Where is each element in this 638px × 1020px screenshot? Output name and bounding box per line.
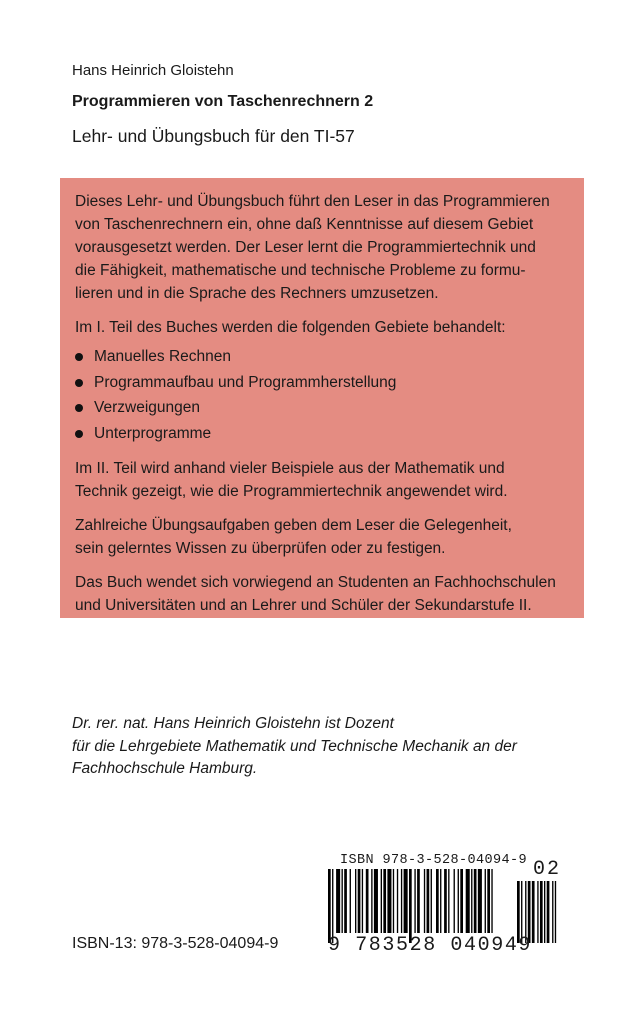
- author-bio: [72, 713, 592, 781]
- bio-line: Dr. rer. nat. Hans Heinrich Gloistehn ist Dozent: [72, 715, 394, 732]
- topic-list-item: [75, 395, 575, 421]
- topic-list-item: [75, 370, 575, 396]
- barcode-bar: [485, 869, 486, 933]
- barcode-bar: [474, 869, 477, 933]
- blurb-line: die Fähigkeit, mathematische und technische Probleme zu formu-: [75, 262, 526, 279]
- topic-label: Programmaufbau und Programmherstellung: [94, 373, 397, 391]
- topic-label: Unterprogramme: [94, 424, 212, 442]
- blurb-line: Das Buch wendet sich vorwiegend an Studenten an Fachhochschulen: [75, 574, 556, 591]
- blurb-line: Technik gezeigt, wie die Programmiertechnik angewendet wird.: [75, 483, 508, 500]
- book-title: Programmieren von Taschenrechnern 2: [72, 93, 374, 110]
- blurb-panel: [60, 178, 584, 618]
- barcode-bar: [387, 869, 391, 933]
- barcode-bar: [409, 869, 412, 943]
- blurb-line: und Universitäten und an Lehrer und Schüler der Sekundarstufe II.: [75, 597, 532, 614]
- blurb-line: von Taschenrechnern ein, ohne daß Kenntnisse auf diesem Gebiet: [75, 216, 534, 233]
- topic-list-item: [75, 421, 575, 447]
- barcode-bar: [350, 869, 351, 933]
- barcode-bar: [458, 869, 459, 933]
- blurb-paragraph-5: [75, 571, 575, 617]
- barcode-digits: 9 783528 040949: [328, 934, 533, 957]
- barcode-bar: [417, 869, 420, 933]
- barcode-bar: [440, 869, 441, 933]
- barcode-addon-bar: [540, 881, 543, 943]
- barcode-bar: [383, 869, 386, 933]
- barcode-bar: [366, 869, 369, 933]
- blurb-line: lieren und in die Sprache des Rechners umzusetzen.: [75, 285, 439, 302]
- bullet-icon: [75, 430, 83, 438]
- barcode-addon-text: 02: [533, 858, 562, 881]
- blurb-paragraph-1: [75, 190, 575, 305]
- blurb-paragraph-3: [75, 457, 575, 503]
- blurb-text: [75, 190, 575, 617]
- barcode-bar: [401, 869, 402, 933]
- barcode-bar: [358, 869, 361, 933]
- book-subtitle: Lehr- und Übungsbuch für den TI-57: [72, 126, 355, 146]
- bullet-icon: [75, 353, 83, 361]
- barcode-bar: [342, 869, 343, 933]
- barcode-bar: [381, 869, 382, 933]
- author-name: Hans Heinrich Gloistehn: [72, 62, 234, 79]
- barcode-bar: [362, 869, 363, 933]
- barcode-bar: [454, 869, 455, 933]
- barcode-bar: [460, 869, 463, 933]
- bullet-icon: [75, 404, 83, 412]
- barcode-bar: [427, 869, 430, 933]
- barcode-bar: [355, 869, 356, 933]
- barcode-bar: [471, 869, 472, 933]
- barcode-addon-bar: [532, 881, 535, 943]
- barcode-bar: [328, 869, 331, 943]
- barcode-addon-bar: [537, 881, 538, 943]
- barcode-isbn-text: ISBN 978-3-528-04094-9: [340, 853, 528, 868]
- barcode-bar: [414, 869, 415, 933]
- blurb-paragraph-2: Im I. Teil des Buches werden die folgenden Gebiete behandelt:: [75, 319, 506, 336]
- barcode-bar: [478, 869, 482, 933]
- barcode-image: [325, 869, 570, 944]
- barcode-bar: [332, 869, 333, 943]
- bullet-icon: [75, 379, 83, 387]
- blurb-line: Dieses Lehr- und Übungsbuch führt den Leser in das Programmieren: [75, 193, 550, 210]
- barcode-addon-bar: [555, 881, 556, 943]
- barcode-bar: [431, 869, 432, 933]
- blurb-line: Zahlreiche Übungsaufgaben geben dem Leser die Gelegenheit,: [75, 517, 512, 534]
- barcode-bar: [487, 869, 490, 933]
- topic-list: [75, 344, 575, 446]
- barcode-bar: [374, 869, 378, 933]
- barcode-bar: [371, 869, 372, 933]
- barcode-addon-bar: [552, 881, 553, 943]
- barcode-bar: [444, 869, 447, 933]
- barcode-bar: [336, 869, 340, 933]
- isbn13-label: ISBN-13: 978-3-528-04094-9: [72, 935, 279, 952]
- blurb-paragraph-4: [75, 514, 575, 560]
- barcode-bar: [448, 869, 449, 933]
- topic-label: Manuelles Rechnen: [94, 348, 232, 365]
- blurb-line: vorausgesetzt werden. Der Leser lernt die Programmiertechnik und: [75, 239, 536, 256]
- blurb-line: Im II. Teil wird anhand vieler Beispiele aus der Mathematik und: [75, 460, 505, 477]
- bio-line: für die Lehrgebiete Mathematik und Technische Mechanik an der: [72, 737, 517, 755]
- barcode-bar: [466, 869, 470, 933]
- topic-list-item: [75, 344, 575, 370]
- topic-label: Verzweigungen: [94, 399, 200, 416]
- bio-line: Fachhochschule Hamburg.: [72, 760, 258, 777]
- barcode-addon-bar: [544, 881, 545, 943]
- barcode-bar: [397, 869, 398, 933]
- barcode-bar: [491, 869, 492, 933]
- barcode-bar: [393, 869, 394, 933]
- barcode-addon-bar: [547, 881, 550, 943]
- blurb-line: sein gelerntes Wissen zu überprüfen oder zu festigen.: [75, 540, 446, 557]
- barcode-bar: [436, 869, 439, 933]
- barcode-bar: [424, 869, 425, 933]
- barcode-bar: [404, 869, 408, 933]
- barcode-bar: [344, 869, 347, 933]
